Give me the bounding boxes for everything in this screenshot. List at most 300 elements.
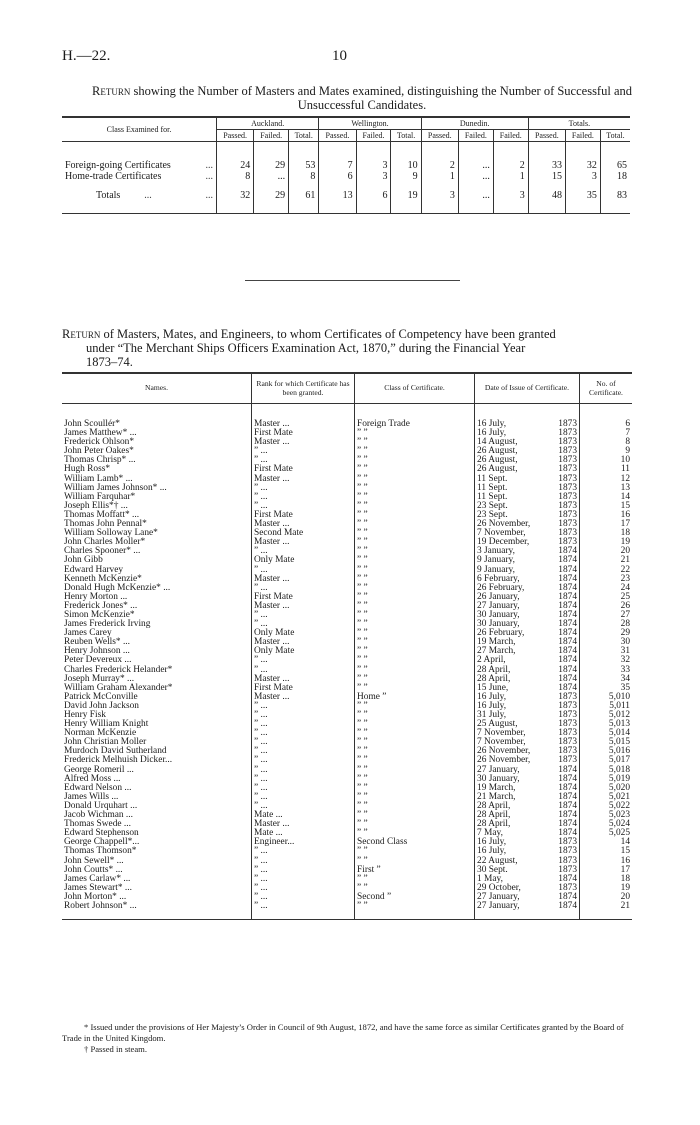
cell-value: 3 xyxy=(565,171,600,182)
class-cell: ” ” xyxy=(355,456,475,465)
name-cell: Charles Spooner* ... xyxy=(64,546,141,557)
cell-value: 9 xyxy=(391,171,421,182)
date-day: 26 August, xyxy=(477,455,518,466)
name-cell: Thomas John Pennal* xyxy=(64,519,147,530)
date-day: 27 January, xyxy=(477,764,520,775)
date-day: 30 January, xyxy=(477,773,520,784)
name-cell: William Solloway Lane* xyxy=(64,528,158,539)
certificate-number: 31 xyxy=(580,647,633,656)
date-year: 1873 xyxy=(558,428,577,439)
date-year: 1874 xyxy=(558,582,577,593)
subheader: Passed. xyxy=(319,130,356,142)
table-row xyxy=(62,529,632,538)
name-cell: Donald Urquhart ... xyxy=(64,800,138,811)
date-year: 1873 xyxy=(558,446,577,457)
class-cell: ” ” xyxy=(355,647,475,656)
table-row xyxy=(62,456,632,465)
rank-cell: Master ... xyxy=(252,538,355,547)
date-year: 1873 xyxy=(558,700,577,711)
date-day: 26 February, xyxy=(477,628,525,639)
class-cell: ” ” xyxy=(355,738,475,747)
certificate-number: 5,023 xyxy=(580,811,633,820)
subheader: Failed. xyxy=(493,130,528,142)
rank-cell: ” ... xyxy=(252,611,355,620)
certificate-number: 22 xyxy=(580,566,633,575)
date-year: 1874 xyxy=(558,573,577,584)
subheader: Passed. xyxy=(528,130,565,142)
name-cell: John Scoullér* xyxy=(64,419,120,429)
rank-cell: Master ... xyxy=(252,638,355,647)
rank-cell: ” ... xyxy=(252,702,355,711)
date-cell xyxy=(475,902,580,920)
date-year: 1874 xyxy=(558,619,577,630)
date-year: 1873 xyxy=(558,855,577,866)
date-day: 1 May, xyxy=(477,873,503,884)
date-year: 1873 xyxy=(558,500,577,511)
class-cell: ” ” xyxy=(355,611,475,620)
class-cell: ” ” xyxy=(355,602,475,611)
date-year: 1873 xyxy=(558,528,577,539)
date-day: 27 January, xyxy=(477,891,520,902)
title-text: showing the Number of Masters and Mates examined, distinguishing the Number of Successful and Unsuccessful Candidates. xyxy=(130,84,632,112)
class-cell: ” ” xyxy=(355,475,475,484)
date-day: 11 Sept. xyxy=(477,491,508,502)
name-cell: Donald Hugh McKenzie* ... xyxy=(64,582,171,593)
leader-dots: ... xyxy=(205,171,213,182)
name-cell: Thomas Moffatt* ... xyxy=(64,509,140,520)
date-day: 23 Sept. xyxy=(477,500,508,511)
cell-value: 2 xyxy=(421,142,458,172)
table-row xyxy=(62,884,632,893)
table-row xyxy=(62,629,632,638)
name-cell: David John Jackson xyxy=(64,700,139,711)
name-cell: Edward Stephenson xyxy=(64,828,139,839)
certificate-number: 5,017 xyxy=(580,756,633,765)
certificate-number: 5,024 xyxy=(580,820,633,829)
table-row xyxy=(62,793,632,802)
name-cell: Joseph Murray* ... xyxy=(64,673,135,684)
class-cell: ” ” xyxy=(355,829,475,838)
date-day: 7 November, xyxy=(477,728,526,739)
rank-cell: ” ... xyxy=(252,729,355,738)
date-day: 7 May, xyxy=(477,828,503,839)
total-value: 13 xyxy=(319,182,356,214)
subheader: Failed. xyxy=(458,130,493,142)
certificate-number: 17 xyxy=(580,866,633,875)
date-day: 28 April, xyxy=(477,819,511,830)
date-day: 28 April, xyxy=(477,810,511,821)
rank-cell: ” ... xyxy=(252,866,355,875)
name-cell: James Carlaw* ... xyxy=(64,873,131,884)
name-cell: George Romeril ... xyxy=(64,764,134,775)
class-cell: ” ” xyxy=(355,847,475,856)
date-year: 1873 xyxy=(558,464,577,475)
name-cell: William Lamb* ... xyxy=(64,473,133,484)
rank-cell: Mate ... xyxy=(252,829,355,838)
name-cell: John Peter Oakes* xyxy=(64,446,134,457)
class-cell: Foreign Trade xyxy=(355,404,475,430)
table-row xyxy=(62,602,632,611)
certificate-number: 11 xyxy=(580,465,633,474)
date-day: 16 July, xyxy=(477,846,507,857)
date-day: 11 Sept. xyxy=(477,473,508,484)
cell-value: 1 xyxy=(421,171,458,182)
table-row xyxy=(62,729,632,738)
cell-value: 33 xyxy=(528,142,565,172)
class-cell: ” ” xyxy=(355,502,475,511)
class-cell: ” ” xyxy=(355,702,475,711)
rank-cell: ” ... xyxy=(252,738,355,747)
certificate-number: 5,019 xyxy=(580,775,633,784)
rank-cell: Engineer... xyxy=(252,838,355,847)
certificate-number: 5,021 xyxy=(580,793,633,802)
certificate-number: 23 xyxy=(580,575,633,584)
certificate-number: 28 xyxy=(580,620,633,629)
certificate-number: 16 xyxy=(580,511,633,520)
name-cell: John Coutts* ... xyxy=(64,864,123,875)
class-cell: ” ” xyxy=(355,684,475,693)
rank-cell: ” ... xyxy=(252,720,355,729)
date-year: 1873 xyxy=(558,710,577,720)
date-year: 1873 xyxy=(558,846,577,857)
date-day: 16 July, xyxy=(477,700,507,711)
certificate-number: 15 xyxy=(580,502,633,511)
rank-cell: Second Mate xyxy=(252,529,355,538)
name-cell: James Frederick Irving xyxy=(64,619,151,630)
class-cell: ” ” xyxy=(355,884,475,893)
name-cell: James Matthew* ... xyxy=(64,428,137,439)
table2-title xyxy=(62,327,632,369)
name-cell: Edward Harvey xyxy=(64,564,124,575)
date-day: 28 April, xyxy=(477,664,511,675)
date-day: 16 July, xyxy=(477,837,507,848)
rank-cell: First Mate xyxy=(252,684,355,693)
date-day: 26 November, xyxy=(477,519,531,530)
total-value: 3 xyxy=(421,182,458,214)
date-year: 1874 xyxy=(558,782,577,793)
date-day: 30 Sept. xyxy=(477,864,508,875)
total-value: ... xyxy=(458,182,493,214)
rank-cell: ” ... xyxy=(252,784,355,793)
rank-cell: ” ... xyxy=(252,793,355,802)
date-day: 27 January, xyxy=(477,900,520,911)
class-cell: ” ” xyxy=(355,638,475,647)
class-cell: ” ” xyxy=(355,429,475,438)
certificate-number: 29 xyxy=(580,629,633,638)
class-cell: ” ” xyxy=(355,766,475,775)
cell-value: 8 xyxy=(217,171,254,182)
date-year: 1873 xyxy=(558,537,577,548)
class-cell: ” ” xyxy=(355,465,475,474)
date-year: 1874 xyxy=(558,646,577,657)
rank-cell: Only Mate xyxy=(252,647,355,656)
name-cell: Henry Morton ... xyxy=(64,591,128,602)
class-cell: Home ” xyxy=(355,693,475,702)
rank-cell: Master ... xyxy=(252,675,355,684)
table-row xyxy=(62,620,632,629)
table-row xyxy=(62,811,632,820)
class-header: Class of Certificate. xyxy=(355,373,475,404)
date-year: 1874 xyxy=(558,591,577,602)
table-row xyxy=(62,720,632,729)
table-row xyxy=(62,702,632,711)
table-row xyxy=(62,902,632,920)
date-day: 26 February, xyxy=(477,582,525,593)
certificate-number: 17 xyxy=(580,520,633,529)
name-cell: Reuben Wells* ... xyxy=(64,637,130,648)
rank-cell: ” ... xyxy=(252,656,355,665)
name-cell: Alfred Moss ... xyxy=(64,773,121,784)
rank-cell: ” ... xyxy=(252,493,355,502)
name-cell: James Stewart* ... xyxy=(64,882,132,893)
rank-cell: ” ... xyxy=(252,902,355,920)
rank-cell: ” ... xyxy=(252,847,355,856)
date-year: 1873 xyxy=(558,437,577,448)
cell-value: 7 xyxy=(319,142,356,172)
rank-cell: ” ... xyxy=(252,857,355,866)
certificate-number: 8 xyxy=(580,438,633,447)
date-year: 1873 xyxy=(558,719,577,730)
date-year: 1874 xyxy=(558,891,577,902)
certificate-number: 14 xyxy=(580,838,633,847)
rank-cell: Master ... xyxy=(252,438,355,447)
total-value: 3 xyxy=(493,182,528,214)
date-day: 23 Sept. xyxy=(477,509,508,520)
rank-cell: ” ... xyxy=(252,875,355,884)
rank-cell: ” ... xyxy=(252,456,355,465)
certificate-number: 6 xyxy=(580,404,633,430)
table-row xyxy=(62,838,632,847)
certificate-number: 5,015 xyxy=(580,738,633,747)
cell-value: 2 xyxy=(493,142,528,172)
cell-value: 24 xyxy=(217,142,254,172)
rank-header: Rank for which Certificate has been granted. xyxy=(252,373,355,404)
date-day: 3 January, xyxy=(477,546,515,557)
date-year: 1874 xyxy=(558,873,577,884)
table-row xyxy=(62,447,632,456)
total-value: 83 xyxy=(600,182,630,214)
rank-cell: Master ... xyxy=(252,475,355,484)
leader-dots: ... xyxy=(205,190,213,201)
cell-value: 1 xyxy=(493,171,528,182)
date-day: 6 February, xyxy=(477,573,520,584)
certificate-number: 20 xyxy=(580,893,633,902)
table-row xyxy=(62,638,632,647)
rank-cell: First Mate xyxy=(252,465,355,474)
name-cell: Jacob Wichman ... xyxy=(64,810,133,821)
date-day: 9 January, xyxy=(477,564,515,575)
rank-cell: ” ... xyxy=(252,484,355,493)
total-value: 19 xyxy=(391,182,421,214)
rank-cell: ” ... xyxy=(252,584,355,593)
date-year: 1874 xyxy=(558,810,577,821)
date-year: 1873 xyxy=(558,691,577,702)
table-row xyxy=(62,802,632,811)
table-row xyxy=(62,820,632,829)
class-cell: ” ” xyxy=(355,484,475,493)
table-row xyxy=(62,784,632,793)
cell-value: 10 xyxy=(391,142,421,172)
group-header: Wellington. xyxy=(319,117,421,130)
certificate-number: 16 xyxy=(580,857,633,866)
date-year: 1873 xyxy=(558,455,577,466)
date-cell xyxy=(475,404,580,430)
cell-value: 32 xyxy=(565,142,600,172)
rank-cell: Master ... xyxy=(252,602,355,611)
class-cell: ” ” xyxy=(355,729,475,738)
class-cell: ” ” xyxy=(355,784,475,793)
date-year: 1874 xyxy=(558,546,577,557)
title-lead: Return xyxy=(62,327,101,341)
table-row xyxy=(62,538,632,547)
date-day: 11 Sept. xyxy=(477,482,508,493)
subheader: Passed. xyxy=(421,130,458,142)
rank-cell: ” ... xyxy=(252,502,355,511)
table-row xyxy=(62,404,632,430)
cell-value: ... xyxy=(254,171,289,182)
rank-cell: ” ... xyxy=(252,756,355,765)
date-year: 1874 xyxy=(558,637,577,648)
rank-cell: Master ... xyxy=(252,520,355,529)
row-label: Home-trade Certificates ... xyxy=(65,171,213,182)
date-year: 1873 xyxy=(558,482,577,493)
date-day: 7 November, xyxy=(477,737,526,748)
rank-cell: ” ... xyxy=(252,547,355,556)
rank-cell: Master ... xyxy=(252,820,355,829)
table-row xyxy=(62,775,632,784)
class-cell: ” ” xyxy=(355,711,475,720)
name-cell: John Charles Moller* xyxy=(64,537,146,548)
certificate-number: 5,014 xyxy=(580,729,633,738)
date-day: 16 July, xyxy=(477,428,507,439)
total-value: 48 xyxy=(528,182,565,214)
date-year: 1873 xyxy=(558,491,577,502)
date-day: 7 November, xyxy=(477,528,526,539)
date-day: 19 March, xyxy=(477,637,516,648)
class-cell: ” ” xyxy=(355,656,475,665)
date-year: 1874 xyxy=(558,800,577,811)
footnotes xyxy=(62,1022,637,1055)
title-line: 1873–74. xyxy=(86,355,133,369)
date-year: 1873 xyxy=(558,746,577,757)
rank-cell: ” ... xyxy=(252,711,355,720)
date-year: 1873 xyxy=(558,837,577,848)
table-row xyxy=(62,547,632,556)
total-value: 6 xyxy=(356,182,391,214)
subheader: Total. xyxy=(600,130,630,142)
certificate-number: 5,020 xyxy=(580,784,633,793)
cell-value: ... xyxy=(458,142,493,172)
title-lead: Return xyxy=(92,84,131,98)
class-cell: ” ” xyxy=(355,802,475,811)
table-row xyxy=(62,566,632,575)
name-cell: Henry Fisk xyxy=(64,710,106,720)
certificate-number: 27 xyxy=(580,611,633,620)
name-cell: William Graham Alexander* xyxy=(64,682,173,693)
class-cell: ” ” xyxy=(355,575,475,584)
class-cell: ” ” xyxy=(355,529,475,538)
name-cell: Thomas Chrisp* ... xyxy=(64,455,136,466)
rank-cell: ” ... xyxy=(252,566,355,575)
cell-value: 3 xyxy=(356,142,391,172)
certificate-number: 32 xyxy=(580,656,633,665)
leader-dots: ... xyxy=(144,190,152,201)
class-cell: ” ” xyxy=(355,538,475,547)
certificate-number: 33 xyxy=(580,666,633,675)
page-number: 10 xyxy=(332,48,347,64)
rank-cell: ” ... xyxy=(252,893,355,902)
name-cell: Henry Johnson ... xyxy=(64,646,130,657)
group-header: Dunedin. xyxy=(421,117,528,130)
name-cell: George Chappell*... xyxy=(64,837,140,848)
names-header: Names. xyxy=(62,373,252,404)
class-cell: ” ” xyxy=(355,447,475,456)
class-cell: ” ” xyxy=(355,438,475,447)
subheader: Failed. xyxy=(254,130,289,142)
name-cell: Frederick Melhuish Dicker... xyxy=(64,755,173,766)
class-cell: ” ” xyxy=(355,629,475,638)
name-cell: John Christian Moller xyxy=(64,737,147,748)
date-year: 1873 xyxy=(558,519,577,530)
table-row xyxy=(62,171,630,182)
leader-dots: ... xyxy=(205,160,213,171)
date-year: 1873 xyxy=(558,473,577,484)
name-cell: John Sewell* ... xyxy=(64,855,124,866)
rank-cell: First Mate xyxy=(252,511,355,520)
name-cell: Thomas Thomson* xyxy=(64,846,137,857)
class-cell: ” ” xyxy=(355,811,475,820)
certificate-number: 34 xyxy=(580,675,633,684)
certificate-number: 5,013 xyxy=(580,720,633,729)
rank-cell: ” ... xyxy=(252,666,355,675)
title-line: under “The Merchant Ships Officers Examination Act, 1870,” during the Financial Year xyxy=(86,341,526,355)
certificate-number: 5,016 xyxy=(580,747,633,756)
row-label: Foreign-going Certificates ... xyxy=(65,160,213,171)
certificate-number: 5,025 xyxy=(580,829,633,838)
rank-cell: Master ... xyxy=(252,693,355,702)
date-day: 14 August, xyxy=(477,437,518,448)
table-row xyxy=(62,593,632,602)
class-cell: ” ” xyxy=(355,902,475,920)
class-cell: ” ” xyxy=(355,756,475,765)
date-year: 1874 xyxy=(558,628,577,639)
name-cell: Murdoch David Sutherland xyxy=(64,746,167,757)
date-year: 1874 xyxy=(558,828,577,839)
rank-cell: Only Mate xyxy=(252,629,355,638)
class-cell: Second Class xyxy=(355,838,475,847)
date-header: Date of Issue of Certificate. xyxy=(475,373,580,404)
class-header: Class Examined for. xyxy=(62,117,217,142)
table-row xyxy=(62,847,632,856)
table-row xyxy=(62,666,632,675)
rank-cell: First Mate xyxy=(252,593,355,602)
certificate-number: 5,011 xyxy=(580,702,633,711)
subheader: Passed. xyxy=(217,130,254,142)
table-row xyxy=(62,766,632,775)
certificate-number: 24 xyxy=(580,584,633,593)
date-day: 15 June, xyxy=(477,682,509,693)
rank-cell: ” ... xyxy=(252,884,355,893)
date-year: 1874 xyxy=(558,791,577,802)
section-divider xyxy=(245,280,460,281)
name-cell: Frederick Jones* ... xyxy=(64,600,138,611)
certificate-number: 9 xyxy=(580,447,633,456)
table-row xyxy=(62,756,632,765)
certificate-number: 13 xyxy=(580,484,633,493)
rank-cell: ” ... xyxy=(252,447,355,456)
total-value: 35 xyxy=(565,182,600,214)
date-day: 16 July, xyxy=(477,691,507,702)
